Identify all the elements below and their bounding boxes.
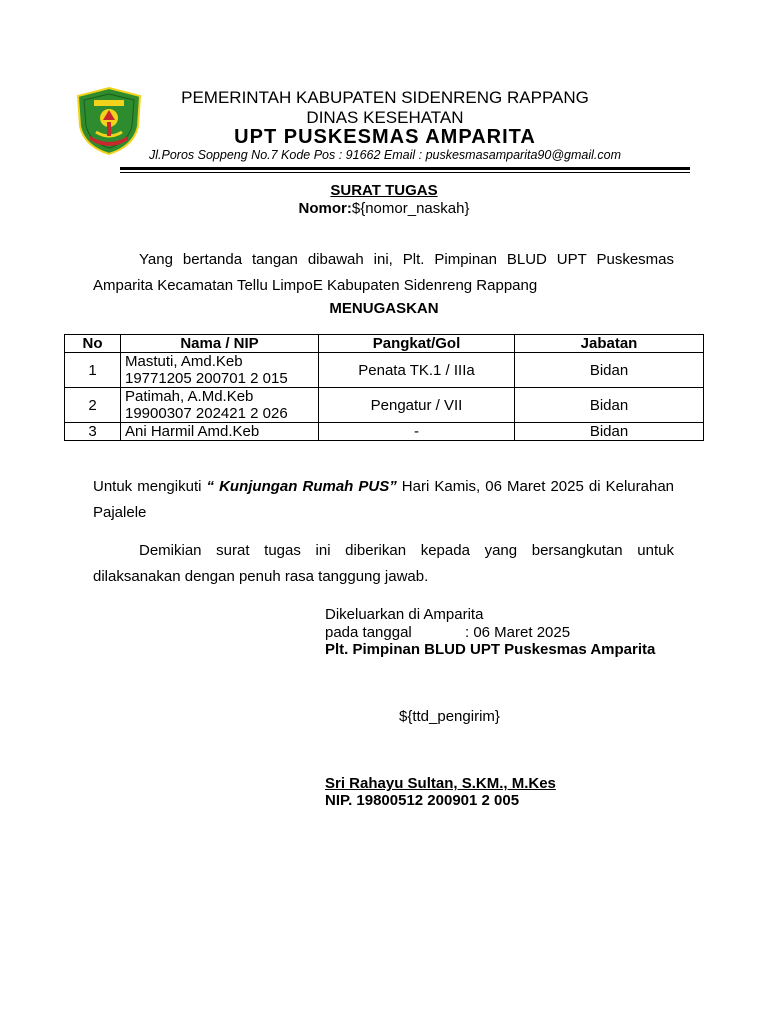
letter-number-label: Nomor: (298, 200, 352, 217)
row-position: Bidan (515, 423, 704, 441)
col-header-no: No (65, 335, 121, 353)
issued-date (325, 624, 570, 641)
row-name: Mastuti, Amd.Keb (125, 353, 243, 370)
purpose-prefix: Untuk mengikuti (93, 478, 207, 495)
header-address: Jl.Poros Soppeng No.7 Kode Pos : 91662 Email : puskesmasamparita90@gmail.com (149, 148, 621, 162)
letter-intro-text: Yang bertanda tangan dibawah ini, Plt. Pimpinan BLUD UPT Puskesmas Amparita Kecamatan Tellu LimpoE Kabupaten Sidenreng Rappang (93, 251, 674, 294)
table-row (65, 353, 704, 388)
purpose-event: “ Kunjungan Rumah PUS” (206, 478, 397, 495)
row-position: Bidan (515, 353, 704, 388)
letter-intro (93, 247, 674, 299)
assignee-table (64, 334, 704, 441)
issued-place: Dikeluarkan di Amparita (325, 606, 484, 623)
row-rank: Pengatur / VII (319, 388, 515, 423)
header-rule-thin (120, 172, 690, 173)
row-name: Ani Harmil Amd.Keb (121, 423, 319, 441)
row-nip: 19900307 202421 2 026 (125, 405, 288, 422)
col-header-rank: Pangkat/Gol (319, 335, 515, 353)
header-rule-thick (120, 167, 690, 170)
letter-title: SURAT TUGAS (330, 182, 438, 199)
issued-date-value: : 06 Maret 2025 (465, 624, 571, 641)
purpose-suffix: Hari Kamis, 06 Maret 2025 di Kelurahan Pajalele (93, 478, 675, 521)
header-department: DINAS KESEHATAN (306, 108, 464, 127)
table-header-row (65, 335, 704, 353)
issued-date-label: pada tanggal (325, 624, 412, 641)
row-no: 3 (65, 423, 121, 441)
row-name: Patimah, A.Md.Keb (125, 388, 254, 405)
signature-placeholder: ${ttd_pengirim} (399, 708, 500, 725)
assignment-heading: MENUGASKAN (329, 300, 439, 317)
letter-number-value: ${nomor_naskah} (351, 200, 470, 217)
row-name-nip (121, 353, 319, 388)
row-rank: - (319, 423, 515, 441)
letter-number (0, 200, 768, 217)
row-no: 2 (65, 388, 121, 423)
row-rank: Penata TK.1 / IIIa (319, 353, 515, 388)
col-header-position: Jabatan (515, 335, 704, 353)
col-header-name: Nama / NIP (121, 335, 319, 353)
row-position: Bidan (515, 388, 704, 423)
row-nip: 19771205 200701 2 015 (125, 370, 288, 387)
closing-paragraph (93, 538, 674, 590)
signer-name: Sri Rahayu Sultan, S.KM., M.Kes (325, 775, 556, 792)
signer-position: Plt. Pimpinan BLUD UPT Puskesmas Amparita (325, 641, 656, 658)
row-no: 1 (65, 353, 121, 388)
header-institution: UPT PUSKESMAS AMPARITA (234, 126, 536, 148)
header-government: PEMERINTAH KABUPATEN SIDENRENG RAPPANG (181, 88, 589, 107)
table-row (65, 388, 704, 423)
closing-text: Demikian surat tugas ini diberikan kepada yang bersangkutan untuk dilaksanakan dengan penuh rasa tanggung jawab. (93, 542, 674, 585)
row-name-nip (121, 388, 319, 423)
table-row (65, 423, 704, 441)
signer-nip: NIP. 19800512 200901 2 005 (325, 792, 520, 809)
assignment-purpose (93, 474, 674, 526)
